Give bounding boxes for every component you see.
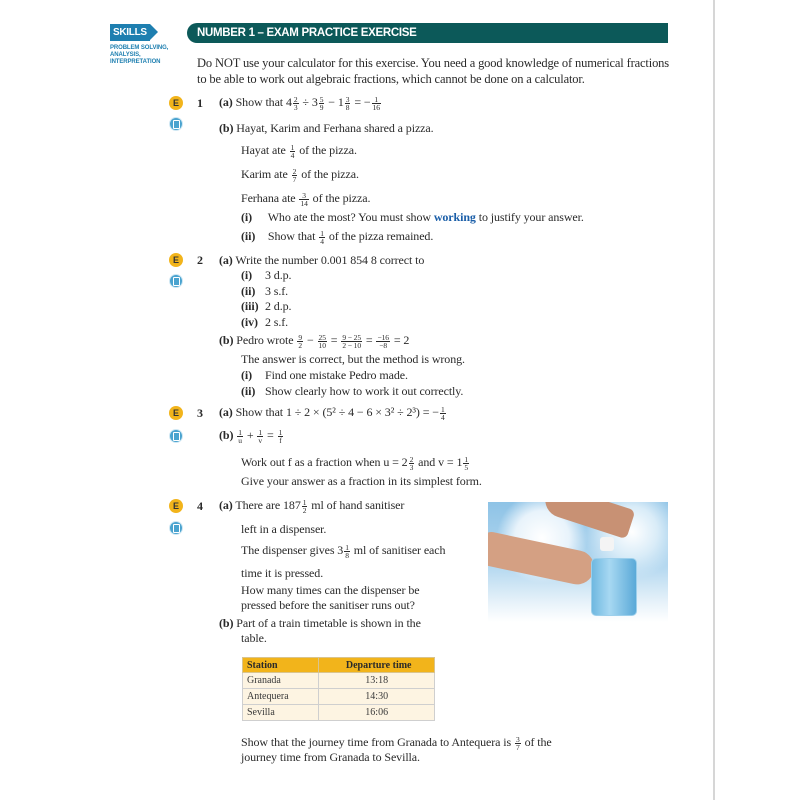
intro-paragraph: Do NOT use your calculator for this exercise. You need a good knowledge of numerical fractions to be able to work out algebraic fractions, which cannot be done on a calculator. [197, 56, 669, 86]
table-cell: Granada [243, 673, 319, 689]
pump-shape [600, 537, 614, 551]
q1b-line: (b) Hayat, Karim and Ferhana shared a pizza. [219, 121, 434, 135]
skill-item: ANALYSIS, [110, 52, 141, 58]
q4a-line3: The dispenser gives 3 $\frac{1}{8}$ ml of sanitiser each [241, 542, 446, 560]
part-label: (a) [219, 95, 233, 109]
skills-list [110, 45, 185, 66]
bottle-shape [591, 558, 637, 616]
question-number: 1 [197, 96, 203, 110]
q1-ferhana: Ferhana ate $\frac{3}{14}$ of the pizza. [241, 190, 371, 208]
q2a-ii: (ii) 3 s.f. [241, 284, 289, 298]
table-cell: 14:30 [319, 689, 435, 705]
calculator-icon [169, 429, 183, 443]
q3b-line: (b) $\frac{1}{u}$ + $\frac{1}{v}$ = $\frac{1}{f}$ [219, 427, 283, 445]
question-number: 4 [197, 499, 203, 513]
question-number: 3 [197, 406, 203, 420]
table-header-row [243, 658, 435, 673]
table-cell: Antequera [243, 689, 319, 705]
q2a-line: (a) Write the number 0.001 854 8 correct to [219, 253, 425, 267]
q1-karim: Karim ate $\frac{2}{7}$ of the pizza. [241, 166, 359, 184]
table-row [243, 689, 435, 705]
q3a-line: (a) Show that 1 ÷ 2 × (5² ÷ 4 − 6 × 3² ÷ 2³) = − $\frac{1}{4}$ [219, 404, 445, 422]
q4a-line4: time it is pressed. [241, 566, 324, 580]
difficulty-e-badge: E [169, 406, 183, 420]
difficulty-e-badge: E [169, 253, 183, 267]
q4a-line2: left in a dispenser. [241, 522, 327, 536]
exercise-title-bar: NUMBER 1 – EXAM PRACTICE EXERCISE [187, 23, 668, 43]
q2b-line: (b) Pedro wrote $\frac{9}{2}$ − $\frac{25}{10}$ = $\frac{9 - 25}{2 - 10}$ = $\frac{-16}{-8}$ = 2 [219, 332, 410, 350]
calculator-icon [169, 274, 183, 288]
q1b-i: (i) Who ate the most? You must show working to justify your answer. [241, 210, 584, 224]
q2a-i: (i) 3 d.p. [241, 268, 292, 282]
q4b-final-line2: journey time from Granada to Sevilla. [241, 750, 420, 764]
lower-hand-shape [488, 530, 597, 587]
q1a-line: (a) Show that 4 $\frac{2}{3}$ ÷ 3 $\frac{5}{9}$ − 1 $\frac{3}{8}$ = − $\frac{1}{16}$ [219, 94, 380, 112]
q1-hayat: Hayat ate $\frac{1}{4}$ of the pizza. [241, 142, 357, 160]
q2b-line2: The answer is correct, but the method is wrong. [241, 352, 465, 366]
q4a-line6: pressed before the sanitiser runs out? [241, 598, 415, 612]
question-number: 2 [197, 253, 203, 267]
calculator-icon [169, 117, 183, 131]
q4a-line5: How many times can the dispenser be [241, 583, 420, 597]
difficulty-e-badge: E [169, 96, 183, 110]
calculator-icon [169, 521, 183, 535]
skill-item: PROBLEM SOLVING, [110, 45, 169, 51]
q2b-i: (i) Find one mistake Pedro made. [241, 368, 408, 382]
q2a-iii: (iii) 2 d.p. [241, 299, 292, 313]
page-edge-divider [713, 0, 715, 800]
hand-sanitiser-photo [488, 502, 668, 622]
table-cell: 16:06 [319, 705, 435, 721]
table-header: Departure time [319, 658, 435, 673]
table-row [243, 705, 435, 721]
q4a-line1: (a) There are 187 $\frac{1}{2}$ ml of hand sanitiser [219, 497, 405, 515]
q3b-line1: Work out f as a fraction when u = 2 $\frac{2}{3}$ and v = 1 $\frac{1}{5}$ [241, 454, 469, 472]
table-cell: 13:18 [319, 673, 435, 689]
table-cell: Sevilla [243, 705, 319, 721]
table-row [243, 673, 435, 689]
difficulty-e-badge: E [169, 499, 183, 513]
q2a-iv: (iv) 2 s.f. [241, 315, 289, 329]
keyword-working: working [433, 210, 476, 224]
upper-hand-shape [541, 502, 636, 539]
train-timetable [242, 657, 435, 721]
skill-item: INTERPRETATION [110, 59, 161, 65]
q4b-line2: table. [241, 631, 267, 645]
table-header: Station [243, 658, 319, 673]
q1b-ii: (ii) Show that $\frac{1}{4}$ of the pizza remained. [241, 228, 434, 246]
skills-tag: SKILLS [110, 24, 150, 41]
q4b-line1: (b) Part of a train timetable is shown in the [219, 616, 421, 630]
q4b-final-line1: Show that the journey time from Granada to Antequera is $\frac{3}{7}$ of the [241, 734, 552, 752]
q2b-ii: (ii) Show clearly how to work it out correctly. [241, 384, 464, 398]
q3b-line2: Give your answer as a fraction in its simplest form. [241, 474, 482, 488]
